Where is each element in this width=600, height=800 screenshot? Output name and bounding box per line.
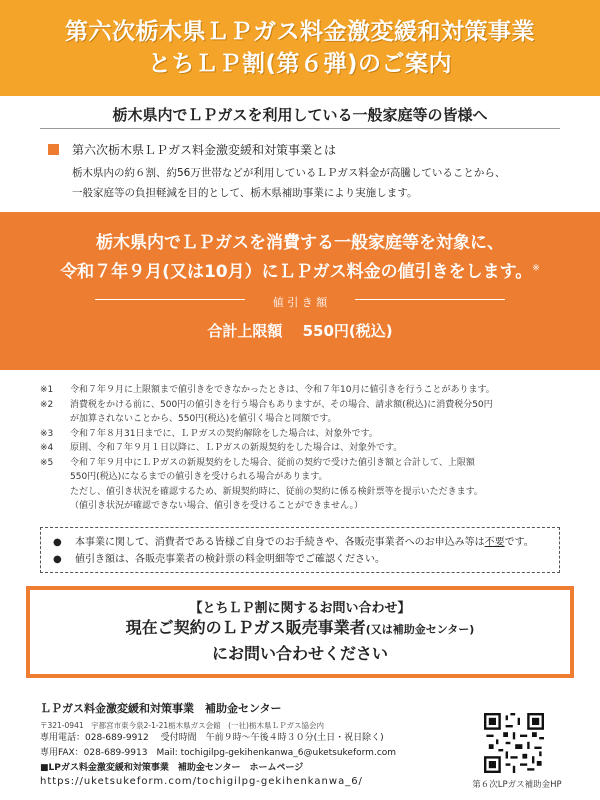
note-text: 令和７年８月31日までに、ＬＰガスの契約解除をした場合は、対象外です。: [70, 428, 378, 439]
footer-tel: 専用電話：028-689-9912 受付時間 午前９時〜午後４時３０分(土日・祝日除く): [40, 733, 384, 743]
note-item: [40, 427, 570, 442]
notice-item: [53, 534, 547, 551]
notice-box: [40, 527, 560, 573]
note-text: 令和７年９月に上限額まで値引きをできなかったときは、令和７年10月に値引きを行うことがあります。: [70, 385, 495, 395]
band-line-2-text: 令和７年９月(又は10月）にＬＰガス料金の値引きをします。: [60, 262, 533, 282]
note-mark: ※3: [40, 428, 54, 439]
note-item: [40, 456, 570, 514]
discount-label: 値 引 き 額: [272, 296, 328, 309]
note-item: [40, 383, 570, 398]
bullet-icon: ●: [53, 554, 62, 565]
title-line-1: 第六次栃木県ＬＰガス料金激変緩和対策事業: [65, 19, 535, 45]
contact-box: [26, 586, 574, 678]
note-mark: ※1: [40, 385, 54, 395]
note-mark: ※2: [40, 399, 54, 410]
footer-fax-mail: [40, 746, 480, 761]
audience-heading: 栃木県内でＬＰガスを利用している一般家庭等の皆様へ: [112, 106, 488, 124]
footer-fax: 専用FAX：028-689-9913: [40, 748, 148, 758]
qr-caption: 第６次LPガス補助金HP: [472, 780, 562, 790]
qr-code-icon[interactable]: [484, 713, 544, 773]
discount-label-row: [0, 291, 600, 310]
notice-text-pre: 本事業に関して、消費者である皆様ご自身でのお手続きや、各販売事業者へのお申込み等は: [75, 537, 485, 548]
contact-heading: 【とちＬＰ割に関するお問い合わせ】: [189, 601, 411, 616]
note-text: 令和７年９月中にＬＰガスの新規契約をした場合、従前の契約で受けた値引き額と合計して、上限額: [70, 457, 475, 468]
note-item: [40, 441, 570, 456]
note-text: が加算されないことから、550円(税込)を値引く場合と同額です。: [70, 414, 337, 424]
notice-text: 値引き額は、各販売事業者の検針票の料金明細等でご確認ください。: [75, 554, 385, 565]
footer-org: ＬＰガス料金激変緩和対策事業 補助金センター: [40, 702, 282, 715]
note-text: 原則、令和７年９月１日以降に、ＬＰガスの新規契約をした場合は、対象外です。: [70, 443, 403, 453]
band-line-1: 栃木県内でＬＰガスを消費する一般家庭等を対象に、: [96, 233, 504, 253]
footer-address: 〒321-0941 宇都宮市東今泉2-1-21栃木県ガス会館 (一社)栃木県ＬＰガス協会内: [40, 721, 324, 730]
contact-line-1: [30, 616, 570, 642]
section-body: [72, 163, 572, 203]
mail-link[interactable]: Mail: tochigilpg-gekihenkanwa_6@uketsukeform.com: [156, 748, 397, 758]
homepage-link[interactable]: https://uketsukeform.com/tochigilpg-gekihenkanwa_6/: [40, 776, 363, 787]
note-text: （値引き状況が確認できない場合、値引きを受けることができません。）: [70, 501, 364, 511]
section-body-line: 一般家庭等の負担軽減を目的として、栃木県補助事業により実施します。: [72, 187, 418, 199]
title-line-2: とちＬＰ割(第６弾)のご案内: [147, 51, 453, 77]
note-text: 550円(税込)になるまでの値引きを受けられる場合があります。: [70, 472, 328, 482]
notice-emphasis: 不要: [484, 537, 505, 548]
divider: [40, 128, 560, 129]
label-rule: [355, 299, 505, 300]
title-banner: [0, 0, 600, 96]
section-bullet-icon: [48, 144, 59, 155]
contact-line-2: にお問い合わせください: [211, 644, 388, 663]
notice-text-post: です。: [504, 537, 534, 548]
band-line-2: [0, 257, 600, 282]
note-text: 消費税をかける前に、500円の値引きを行う場合もありますが、その場合、請求額(税込)に消費税分50円: [70, 399, 493, 410]
notice-item: [53, 551, 547, 568]
contact-sub: (又は補助金センター): [365, 623, 475, 636]
note-item: [40, 398, 570, 427]
notice-text: [75, 534, 534, 551]
note-mark: ※: [532, 263, 540, 274]
footer-hp-label: ■LPガス料金激変緩和対策事業 補助金センター ホームページ: [40, 763, 304, 773]
note-mark: ※4: [40, 443, 54, 453]
total-limit: 合計上限額 550円(税込): [207, 322, 393, 340]
section-body-line: 栃木県内の約６割、約56万世帯などが利用しているＬＰガス料金が高騰していることから、: [72, 167, 506, 179]
note-mark: ※5: [40, 457, 54, 468]
contact-main: 現在ご契約のＬＰガス販売事業者: [125, 618, 366, 637]
notes-list: [40, 383, 570, 514]
note-text: ただし、値引き状況を確認するため、新規契約時に、従前の契約に係る検針票等を提示いただきます。: [70, 486, 483, 497]
label-rule: [95, 299, 245, 300]
section-heading: 第六次栃木県ＬＰガス料金激変緩和対策事業とは: [72, 143, 337, 157]
discount-band: [0, 212, 600, 370]
footer: [40, 700, 480, 787]
bullet-icon: ●: [53, 537, 62, 548]
